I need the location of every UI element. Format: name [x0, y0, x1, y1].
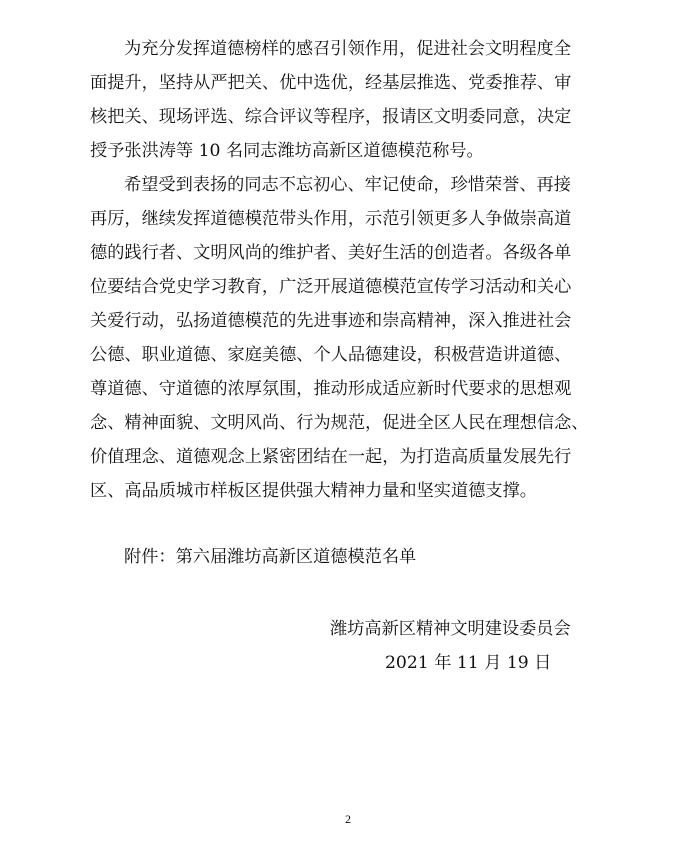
paragraph-2-line-5: 关爱行动，弘扬道德模范的先进事迹和崇高精神，深入推进社会	[90, 311, 572, 331]
paragraph-2-line-6: 公德、职业道德、家庭美德、个人品德建设，积极营造讲道德、	[90, 345, 572, 365]
paragraph-1-line-2: 面提升，坚持从严把关、优中选优，经基层推选、党委推荐、审	[90, 73, 572, 93]
paragraph-2-line-4: 位要结合党史学习教育，广泛开展道德模范宣传学习活动和关心	[90, 277, 572, 297]
paragraph-2-line-3: 德的践行者、文明风尚的维护者、美好生活的创造者。各级各单	[90, 243, 572, 263]
paragraph-2-line-2: 再厉，继续发挥道德模范带头作用，示范引领更多人争做崇高道	[90, 209, 572, 229]
paragraph-2-line-10: 区、高品质城市样板区提供强大精神力量和坚实道德支撑。	[90, 481, 537, 501]
signature-organization: 潍坊高新区精神文明建设委员会	[330, 619, 571, 639]
paragraph-2-line-7: 尊道德、守道德的浓厚氛围，推动形成适应新时代要求的思想观	[90, 379, 572, 399]
attachment-note: 附件：第六届潍坊高新区道德模范名单	[124, 547, 417, 567]
paragraph-1-line-3: 核把关、现场评选、综合评议等程序，报请区文明委同意，决定	[90, 107, 572, 127]
paragraph-1-line-1: 为充分发挥道德榜样的感召引领作用，促进社会文明程度全	[124, 39, 571, 59]
paragraph-2-line-1: 希望受到表扬的同志不忘初心、牢记使命，珍惜荣誉、再接	[124, 175, 571, 195]
paragraph-1-line-4: 授予张洪涛等 10 名同志潍坊高新区道德模范称号。	[90, 141, 484, 161]
signature-date: 2021 年 11 月 19 日	[385, 653, 552, 673]
page-number: 2	[345, 812, 351, 826]
paragraph-2-line-8: 念、精神面貌、文明风尚、行为规范，促进全区人民在理想信念、	[90, 413, 589, 433]
paragraph-2-line-9: 价值理念、道德观念上紧密团结在一起，为打造高质量发展先行	[90, 447, 572, 467]
